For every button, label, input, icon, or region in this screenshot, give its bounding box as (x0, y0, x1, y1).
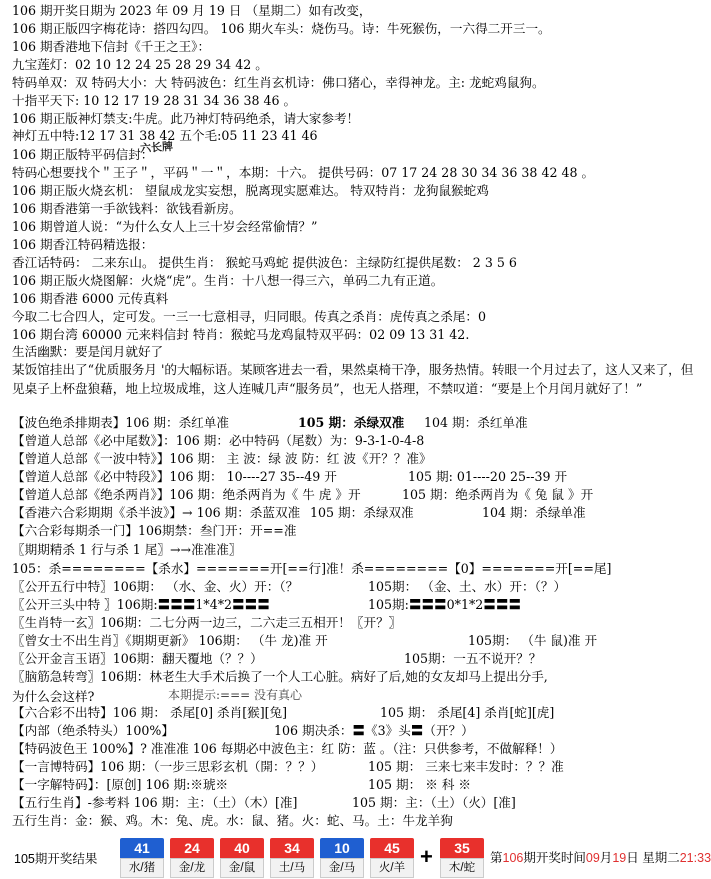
text-line: 〖生肖特一玄〗106期：二七分两一边三，二六走三五相开！〖开？〗 (12, 615, 402, 630)
ball-number: 40 (220, 838, 264, 858)
ball-zodiac: 木/蛇 (440, 858, 484, 878)
text-line (12, 468, 711, 486)
text-line: 五行生肖：金：猴、鸡。木：兔、虎。水：鼠、猪。火：蛇、马。土：牛龙羊狗 (12, 813, 453, 828)
ball-number: 45 (370, 838, 414, 858)
text-line: 【曾道人总部《一波中特》】106 期： 主 波：绿 波 防：红 波《开？？准》 (12, 451, 432, 466)
text-line: 特码心想要找个＂王子＂，平码＂一＂，本期：十六。 提供号码：07 17 24 28 30 34 36 38 42 48 。 (12, 165, 595, 180)
text-line (12, 794, 711, 812)
segment: 105 期：杀绿双准 (310, 505, 414, 520)
segment: 【香港六合彩期期《杀半波》】→ 106 期：杀蓝双准 (12, 505, 301, 520)
ball-zodiac: 水/猪 (120, 858, 164, 878)
result-ball (370, 838, 414, 878)
text-line (12, 704, 711, 722)
text-line: 106 期正版四字梅花诗：搭四勾四。 106 期火车头：烧伤马。诗：牛死猴伤，一六得二开三一。 (12, 21, 551, 36)
segment: 105 期: 01----20 25--39 开 (408, 469, 568, 484)
info-month: 09 (585, 851, 600, 865)
ball-zodiac: 火/羊 (370, 858, 414, 878)
info-text: 第 (490, 851, 503, 865)
text-line (12, 650, 711, 668)
result-ball (170, 838, 214, 878)
segment: 105期:〓〓〓0*1*2〓〓〓 (368, 597, 522, 612)
info-time: 21:33 (679, 851, 711, 865)
segment: 【曾道人总部《必中特段》】106 期： 10----27 35--49 开 (12, 469, 337, 484)
draw-results-bar (0, 836, 711, 879)
info-text: 日 (626, 851, 639, 865)
segment: 〖公开金言玉语〗106期：翻天覆地（？？） (12, 651, 263, 666)
text-line (12, 486, 711, 504)
text-line: 为什么会这样? (12, 689, 95, 704)
segment: 105 期： ※ 科 ※ (368, 777, 472, 792)
result-ball (220, 838, 264, 878)
faded-hint: 本期提示:=== 没有真心 (168, 688, 303, 702)
segment: 【内部（绝杀特头）100%】 (12, 723, 174, 738)
ball-number: 10 (320, 838, 364, 858)
ball-zodiac: 金/鼠 (220, 858, 264, 878)
info-text: 月 (599, 851, 613, 865)
text-line: 106 期香港 6000 元传真料 (12, 291, 169, 306)
segment: 【曾道人总部《绝杀两肖》】106 期：绝杀两肖为《 牛 虎 》开 (12, 487, 361, 502)
segment: 〖曾女士不出生肖〗《期期更新》 106期： （牛 龙)准 开 (12, 633, 328, 648)
segment: 【波色绝杀排期表】106 期：杀红单准 (12, 415, 229, 430)
segment: 【五行生肖】-参考料 106 期：主：（土）（木）[准] (12, 795, 298, 810)
text-line (12, 776, 711, 794)
text-line: 九宝莲灯：02 10 12 24 25 28 29 34 42 。 (12, 57, 268, 72)
ball-zodiac: 金/马 (320, 858, 364, 878)
text-line: 【六合彩每期杀一门】106期禁：叁门开：开==准 (12, 523, 297, 538)
text-line: 神灯五中特:12 17 31 38 42 五个毛:05 11 23 41 46 (12, 128, 318, 143)
result-ball (320, 838, 364, 878)
segment: 【一言博特码】106 期：（一步三思彩玄机（開：？？） (12, 759, 324, 774)
segment: 105 期：杀绿双准 (298, 415, 405, 430)
text-line: 106 期香江特码精选报： (12, 237, 154, 252)
result-ball (120, 838, 164, 878)
text-line: 106 期香港第一手欲钱料：欲钱看新房。 (12, 201, 242, 216)
plus-sign: + (420, 844, 433, 869)
text-line: 十指平天下: 10 12 17 19 28 31 34 36 38 46 。 (12, 93, 297, 108)
text-line: 106 期香港地下信封《千王之王》： (12, 39, 211, 54)
text-line: 106 期开奖日期为 2023 年 09 月 19 日 （星期二）如有改变， (12, 3, 372, 18)
text-line: 生活幽默：要是闰月就好了 (12, 344, 164, 359)
segment: 106 期决杀：〓《3》头〓（开？） (274, 723, 474, 738)
text-line: 106 期台湾 60000 元来料信封 特肖：猴蛇马龙鸡鼠特双平码：02 09 13 31 42. (12, 327, 470, 342)
segment: 105期： （牛 鼠)准 开 (468, 633, 598, 648)
text-line (12, 722, 711, 740)
text-line: 今取二七合四人，定可发。一三一七意相寻，归同眼。传真之杀肖：虎传真之杀尾：0 (12, 309, 486, 324)
segment: 105期： （金、土、水）开：（？） (368, 579, 567, 594)
text-line (12, 596, 711, 614)
info-text: 期开奖时间 (523, 851, 586, 865)
segment: 【一字解特码】：[原创] 106 期:※琥※ (12, 777, 229, 792)
segment: 〖公开五行中特〗106期： （水、金、火）开：（？ (12, 579, 299, 594)
text-line: 【特码波色王 100%】? 准准准 106 每期必中波色主：红 防：蓝 。（注：只供参考，不做解释！） (12, 741, 563, 756)
text-line: 105：杀========【杀水】=======开[==行]准！杀========【0】=======开[==尾] (12, 561, 612, 576)
next-draw-info (490, 848, 711, 866)
results-label: 105期开奖结果 (14, 852, 98, 866)
text-line: 106 期正版火烧玄机： 望鼠成龙实妄想，脱离现实愿难达。 特双特肖：龙狗鼠猴蛇鸡 (12, 183, 489, 198)
segment: 【六合彩不出特】106 期： 杀尾[0] 杀肖[猴][兔] (12, 705, 288, 720)
segment: 105期：一五不说开？？ (404, 651, 542, 666)
ball-number: 35 (440, 838, 484, 858)
result-ball (270, 838, 314, 878)
ball-zodiac: 土/马 (270, 858, 314, 878)
segment: 105 期：主：（土）（火）[准] (352, 795, 516, 810)
text-line (12, 578, 711, 596)
segment: 105 期：绝杀两肖为《 兔 鼠 》开 (402, 487, 594, 502)
text-line (12, 504, 711, 522)
special-ball (440, 838, 484, 878)
stamp-text: 六长牌 (139, 139, 174, 156)
text-line: 香江话特码： 二来东山。 提供生肖： 猴蛇马鸡蛇 提供波色：主绿防红提供尾数： 2 3 5 6 (12, 255, 517, 270)
ball-number: 34 (270, 838, 314, 858)
text-line (12, 632, 711, 650)
text-line: 【曾道人总部《必中尾数》】：106 期：必中特码（尾数）为：9-3-1-0-4-8 (12, 433, 425, 448)
segment: 105 期： 三来七来丰发时：？？准 (368, 759, 564, 774)
ball-number: 41 (120, 838, 164, 858)
segment: 104 期：杀红单准 (424, 415, 528, 430)
text-line (12, 414, 711, 432)
info-period: 106 (502, 851, 524, 865)
text-line: 〖期期精杀 1 行与杀 1 尾〗→→准准准〗 (12, 542, 242, 557)
text-line: 特码单双：双 特码大小：大 特码波色：红生肖玄机诗：佛口猪心，幸得神龙。主: 龙蛇鸡鼠狗。 (12, 75, 545, 90)
text-line: 106 期正版特平码信封： (12, 147, 154, 162)
humor-paragraph: 某饭馆挂出了“优质服务月 '的大幅标语。某顾客进去一看，果然桌椅干净，服务热情。转眼一个月过去了，这人又来了，但见桌子上杯盘狼藉，地上垃圾成堆，这人连喊几声“服务员”，也无人搭理，不禁叹道：“要是上个月闰月就好了！” (12, 362, 694, 396)
text-line (12, 758, 711, 776)
segment: 105 期： 杀尾[4] 杀肖[蛇][虎] (380, 705, 555, 720)
info-day: 19 (612, 851, 627, 865)
segment: 〖公开三头中特 〗106期:〓〓〓1*4*2〓〓〓 (12, 597, 270, 612)
ball-zodiac: 金/龙 (170, 858, 214, 878)
text-line: 106 期曾道人说：“为什么女人上三十岁会经常偷情？” (12, 219, 318, 234)
text-line: 〖脑筋急转弯〗106期：林老生大手术后换了一个人工心脏。病好了后,她的女友却马上提出分手, (12, 669, 548, 684)
info-weekday: 星期二 (642, 851, 680, 865)
ball-number: 24 (170, 838, 214, 858)
segment: 104 期：杀绿单准 (482, 505, 586, 520)
text-line: 106 期正版火烧图解：火烧“虎”。生肖：十八想一得三六，单码二九有正道。 (12, 273, 444, 288)
text-line: 106 期正版神灯禁支:牛虎。此乃神灯特码绝杀，请大家参考！ (12, 111, 360, 126)
